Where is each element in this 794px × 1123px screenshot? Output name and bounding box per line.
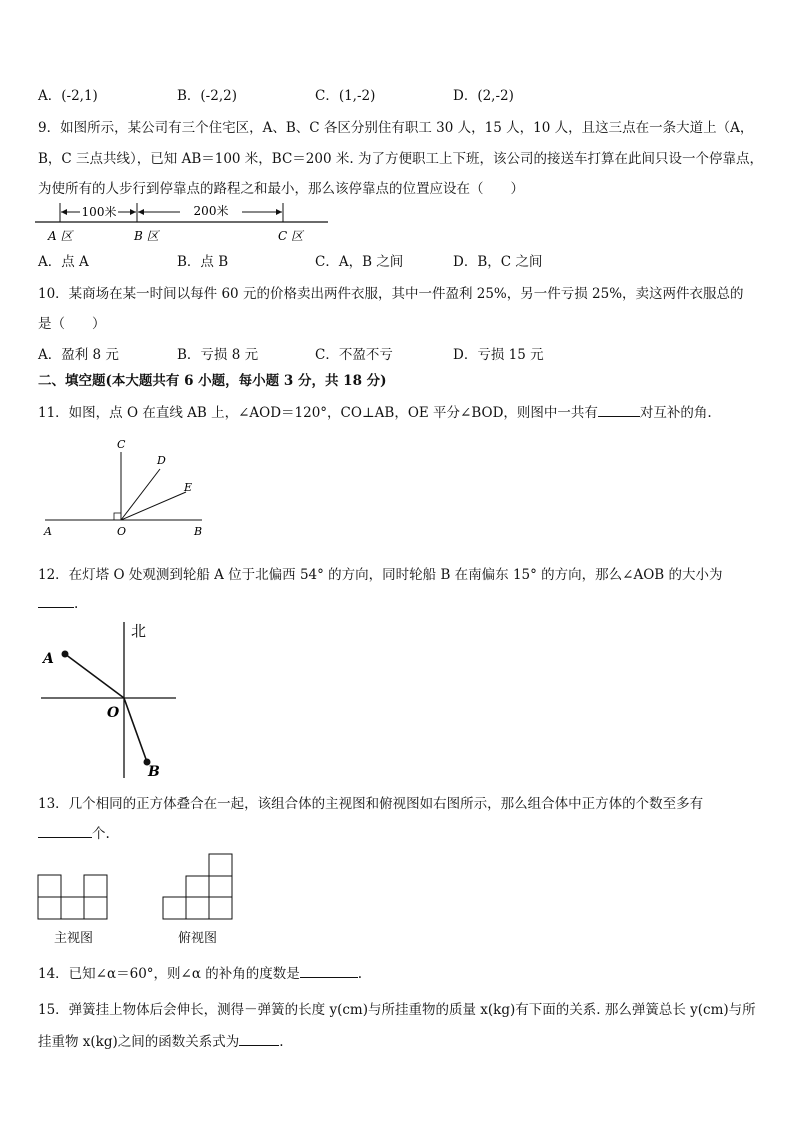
top-view-label: 俯视图 bbox=[178, 931, 218, 946]
ship-b-label: B bbox=[148, 764, 160, 780]
top-view-grid bbox=[163, 854, 232, 919]
q11-text-after: 对互补的角. bbox=[639, 405, 712, 421]
ray-oe bbox=[121, 492, 186, 520]
q11-text-before: 11．如图，点 O 在直线 AB 上，∠AOD＝120°，CO⊥AB，OE 平分∠BOD，则图中一共有 bbox=[38, 405, 598, 421]
arrow-right-icon bbox=[276, 209, 282, 215]
q8-option-d[interactable]: D．(2,-2) bbox=[453, 88, 514, 104]
q9-option-d[interactable]: D．B，C 之间 bbox=[453, 254, 543, 270]
q8-option-c[interactable]: C．(1,-2) bbox=[315, 88, 376, 104]
q8-option-a[interactable]: A．(-2,1) bbox=[38, 88, 98, 104]
point-o-label: O bbox=[117, 525, 127, 538]
q13-views-figure bbox=[36, 852, 236, 922]
right-angle-mark-icon bbox=[114, 513, 121, 520]
q12-end: . bbox=[74, 596, 79, 612]
q14-text bbox=[38, 962, 362, 982]
q12-answer-line bbox=[38, 593, 78, 612]
front-view-label: 主视图 bbox=[54, 931, 94, 946]
arrow-left-icon bbox=[61, 209, 67, 215]
q10-line-2: 是（ ） bbox=[38, 316, 106, 332]
q9-line-2: B，C 三点共线），已知 AB＝100 米，BC＝200 米. 为了方便职工上下班，该公司的接送车打算在此间只设一个停靠点， bbox=[38, 151, 763, 167]
q13-answer-line bbox=[38, 822, 110, 842]
q8-options bbox=[38, 84, 758, 104]
q11-angle-figure bbox=[40, 438, 220, 540]
q14-answer-blank[interactable] bbox=[300, 963, 358, 978]
q10-option-d[interactable]: D．亏损 15 元 bbox=[453, 347, 544, 363]
arrow-left-icon bbox=[138, 209, 144, 215]
front-view-grid bbox=[38, 875, 107, 919]
arrow-right-icon bbox=[130, 209, 136, 215]
point-a-label: A bbox=[44, 525, 52, 538]
q9-option-b[interactable]: B．点 B bbox=[177, 254, 229, 270]
q14-end: . bbox=[357, 966, 363, 982]
q10-option-b[interactable]: B．亏损 8 元 bbox=[177, 347, 259, 363]
point-b-label: B bbox=[194, 525, 203, 538]
point-d-label: D bbox=[157, 454, 166, 467]
ray-ob bbox=[124, 698, 147, 762]
q15-line-2 bbox=[38, 1030, 284, 1050]
q11-text bbox=[38, 401, 712, 421]
section-fill-in-heading: 二、填空题(本大题共有 6 小题，每小题 3 分，共 18 分) bbox=[38, 373, 387, 389]
q9-line-1: 9．如图所示，某公司有三个住宅区，A、B、C 各区分别住有职工 30 人，15 人，10 人，且这三点在一条大道上（A， bbox=[38, 120, 754, 136]
q8-option-b[interactable]: B．(-2,2) bbox=[177, 88, 237, 104]
q12-answer-blank[interactable] bbox=[38, 593, 74, 608]
q12-compass-figure bbox=[38, 618, 183, 783]
q12-text: 12．在灯塔 O 处观测到轮船 A 位于北偏西 54° 的方向，同时轮船 B 在南偏东 15° 的方向，那么∠AOB 的大小为 bbox=[38, 567, 723, 583]
zone-c-label: C 区 bbox=[278, 229, 303, 243]
q9-option-a[interactable]: A．点 A bbox=[38, 254, 89, 270]
q11-answer-blank[interactable] bbox=[598, 402, 640, 417]
dist-ab-label: 100米 bbox=[81, 205, 117, 219]
ray-od bbox=[121, 469, 160, 520]
q15-line-2-text: 挂重物 x(kg)之间的函数关系式为 bbox=[38, 1034, 240, 1050]
q15-answer-blank[interactable] bbox=[239, 1031, 279, 1046]
q9-option-c[interactable]: C．A，B 之间 bbox=[315, 254, 404, 270]
north-label: 北 bbox=[131, 622, 147, 640]
q13-answer-blank[interactable] bbox=[38, 823, 92, 838]
point-o-label: O bbox=[107, 705, 120, 721]
dist-bc-label: 200米 bbox=[193, 204, 229, 218]
ray-oa bbox=[65, 654, 124, 698]
q13-text: 13．几个相同的正方体叠合在一起，该组合体的主视图和俯视图如右图所示，那么组合体中正方体的个数至多有 bbox=[38, 796, 704, 812]
q14-text-before: 14．已知∠α＝60°，则∠α 的补角的度数是 bbox=[38, 966, 300, 982]
q9-line-3: 为使所有的人步行到停靠点的路程之和最小，那么该停靠点的位置应设在（ ） bbox=[38, 181, 524, 197]
q15-end: . bbox=[279, 1034, 284, 1050]
q10-option-c[interactable]: C．不盈不亏 bbox=[315, 347, 393, 363]
q9-options bbox=[38, 250, 758, 270]
q13-end: 个. bbox=[92, 826, 110, 842]
point-c-label: C bbox=[117, 438, 126, 451]
ship-a-dot-icon bbox=[62, 651, 69, 658]
q10-line-1: 10．某商场在某一时间以每件 60 元的价格卖出两件衣服，其中一件盈利 25%，另一件亏损 25%，卖这两件衣服总的 bbox=[38, 286, 744, 302]
q10-option-a[interactable]: A．盈利 8 元 bbox=[38, 347, 119, 363]
q15-line-1: 15．弹簧挂上物体后会伸长，测得－弹簧的长度 y(cm)与所挂重物的质量 x(kg)有下面的关系. 那么弹簧总长 y(cm)与所 bbox=[38, 1002, 756, 1018]
zone-b-label: B 区 bbox=[134, 229, 159, 243]
q9-road-figure bbox=[30, 198, 340, 246]
zone-a-label: A 区 bbox=[48, 229, 73, 243]
ship-a-label: A bbox=[43, 651, 54, 667]
point-e-label: E bbox=[184, 481, 193, 494]
q10-options bbox=[38, 343, 758, 363]
